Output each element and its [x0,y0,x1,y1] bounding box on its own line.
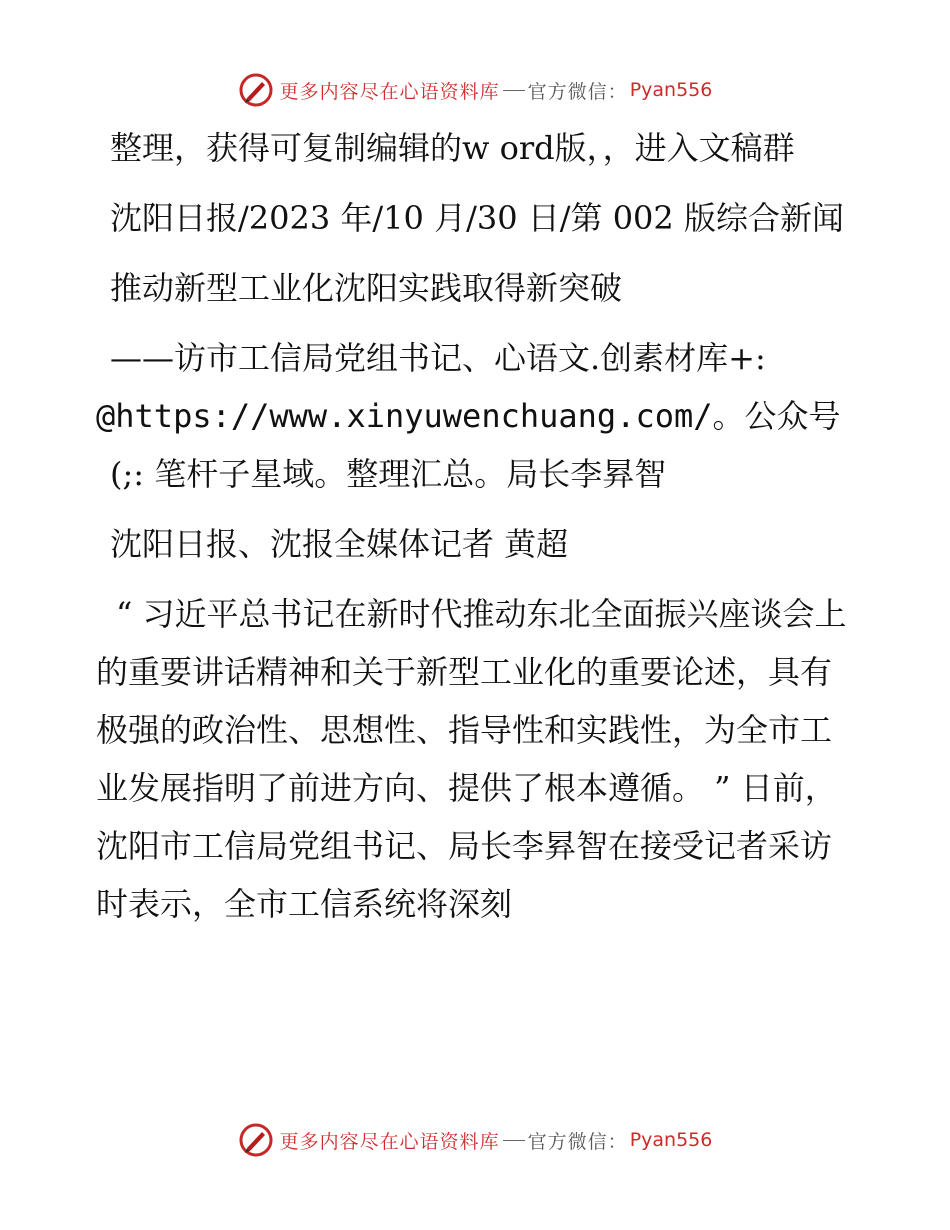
intro-paragraph: 整理，获得可复制编辑的w ord版，，进入文稿群 [110,129,795,167]
official-label: 官方微信： [527,1130,628,1153]
wechat-id: Pyan556 [629,79,713,101]
byline: 沈阳日报、沈报全媒体记者 黄超 [110,525,569,563]
wechat-id: Pyan556 [629,1129,713,1151]
separator [503,1140,525,1141]
official-label: 官方微信： [527,80,628,103]
header-banner [0,70,950,110]
site-name: 更多内容尽在心语资料库 [279,1130,500,1153]
site-name: 更多内容尽在心语资料库 [279,80,500,103]
body-paragraph: “ 习近平总书记在新时代推动东北全面振兴座谈会上的重要讲话精神和关于新型工业化的重要论述，具有极强的政治性、思想性、指导性和实践性，为全市工业发展指明了前进方向、提供了根本遵循。 ” 日前，沈阳市工信局党组书记、局长李昪智在接受记者采访时表示，全市工信系统将深刻 [96,595,847,923]
subtitle-line-2: @https://www.xinyuwenchuang.com/。公众号 [96,397,841,435]
separator [503,90,525,91]
footer-banner [0,1120,950,1160]
article-title: 推动新型工业化沈阳实践取得新突破 [110,269,623,307]
pen-logo-icon [238,72,274,108]
source-line: 沈阳日报/2023 年/10 月/30 日/第 002 版综合新闻 [110,199,844,237]
pen-logo-icon [238,1122,274,1158]
document-body [96,119,856,933]
subtitle-line-1: ——访市工信局党组书记、心语文.创素材库+: [110,339,766,377]
subtitle-line-3: (;: 笔杆子星域。整理汇总。局长李昪智 [110,455,667,493]
